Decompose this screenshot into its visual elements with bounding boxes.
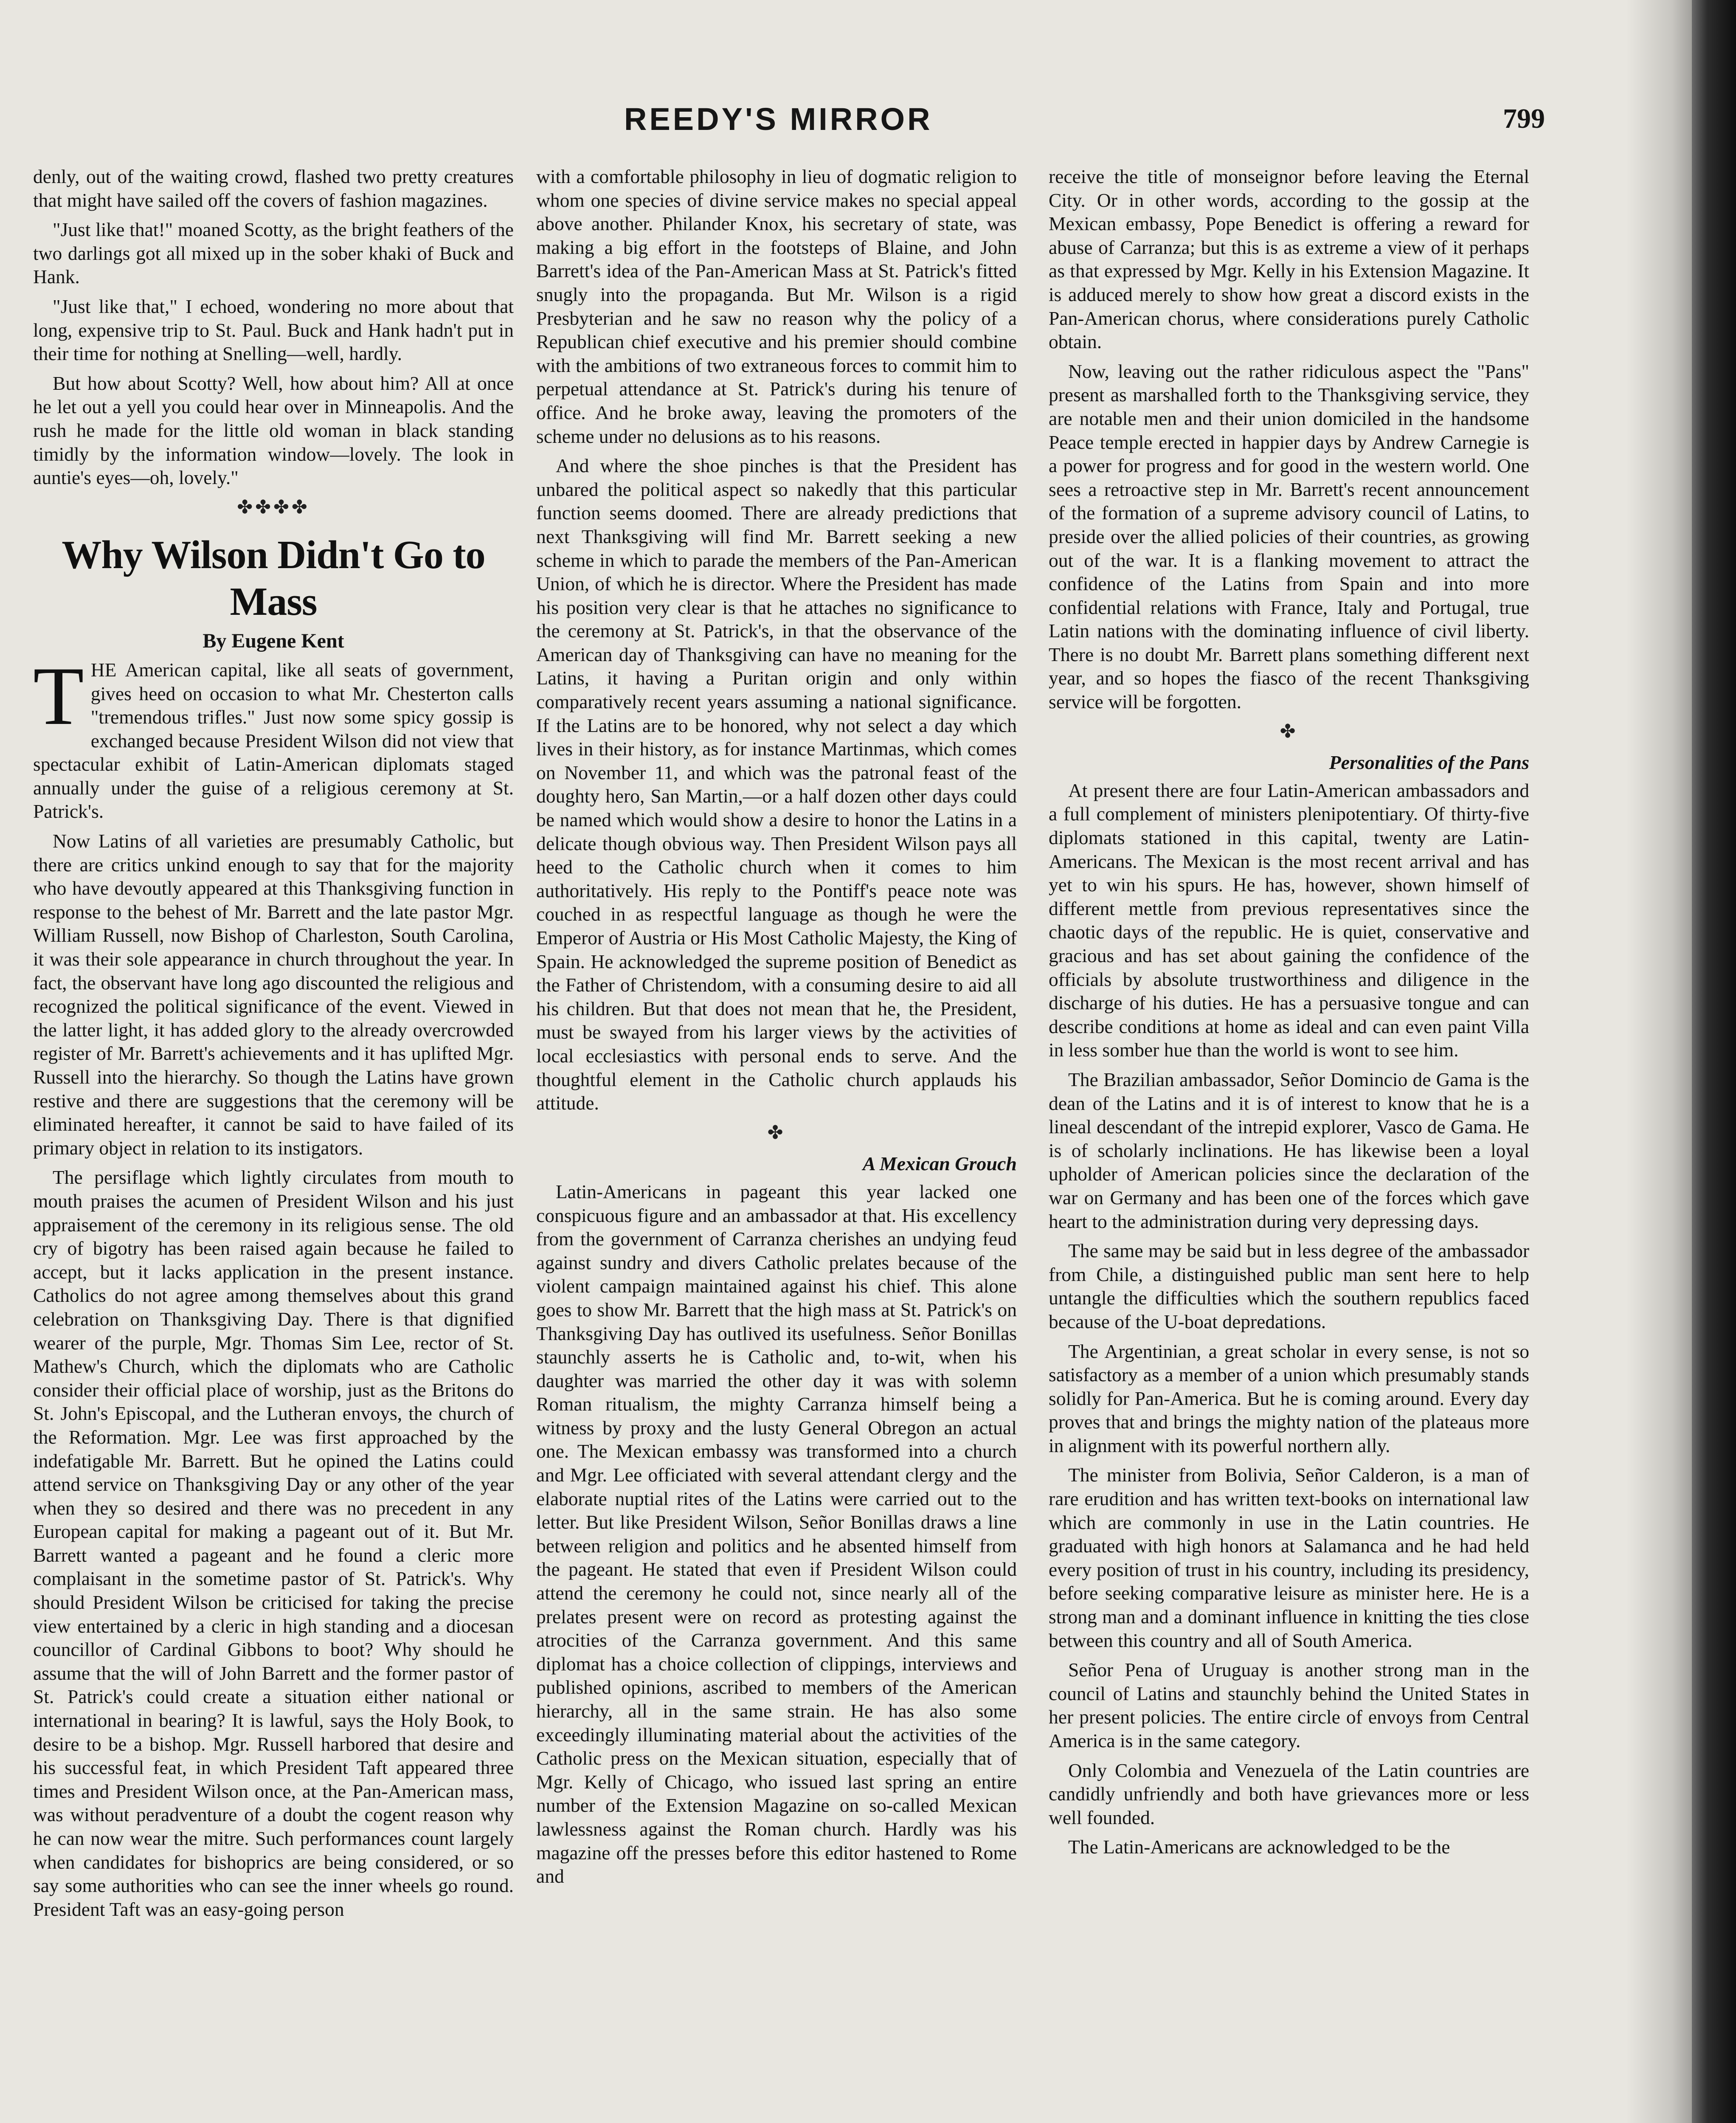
- paragraph: Latin-Americans in pageant this year lacked one conspicuous figure and an ambassador at that. His excellency from the government of Carranza cherishes an undying feud against sundry and divers Catholic prelates because of the violent campaign maintained against his chief. This alone goes to show Mr. Barrett that the high mass at St. Patrick's on Thanksgiving Day has outlived its usefulness. Señor Bonillas staunchly asserts he is Catholic and, to-wit, when his daughter was married the other day it was with solemn Roman ritualism, the mighty Carranza himself being a witness by proxy and the lusty General Obregon an actual one. The Mexican embassy was transformed into a church and Mgr. Lee officiated with several attendant clergy and the elaborate nuptial rites of the Latins were carried out to the letter. But like President Wilson, Señor Bonillas draws a line between religion and politics and he absented himself from the pageant. He stated that even if President Wilson could attend the ceremony he could not, since nearly all of the prelates present were on record as protesting against the atrocities of the Carranza government. And this same diplomat has a choice collection of clippings, interviews and published opinions, ascribed to members of the American hierarchy, all in the same strain. He has also some exceedingly illuminating material about the activities of the Catholic press on the Mexican situation, especially that of Mgr. Kelly of Chicago, who issued last spring an entire number of the Extension Magazine on so-called Mexican lawlessness against the Roman church. Hardly was his magazine off the presses before this editor hastened to Rome and: [536, 1180, 1017, 1887]
- paragraph: Now, leaving out the rather ridiculous aspect the "Pans" present as marshalled forth to the Thanksgiving service, they are notable men and their union domiciled in the handsome Peace temple erected in happier days by Andrew Carnegie is a power for progress and for good in the western world. One sees a retroactive step in Mr. Barrett's recent announcement of the formation of a supreme advisory council of Latins, to preside over the allied policies of their countries, as growing out of the war. It is a flanking movement to attract the confidence of the Latins from Spain and into more confidential relations with France, Italy and Portugal, true Latin nations with the dominating influence of civil liberty. There is no doubt Mr. Barrett plans something different next year, and so hopes the fiasco of the recent Thanksgiving service will be forgotten.: [1049, 360, 1529, 713]
- paragraph: At present there are four Latin-American ambassadors and a full complement of ministers plenipotentiary. Of thirty-five diplomats stationed in this capital, twenty are Latin-Americans. The Mexican is the most recent arrival and has yet to win his spurs. He has, however, shown himself of different mettle from previous representatives since the chaotic days of the republic. He is quiet, conservative and gracious and has set about gaining the confidence of the officials by absolute trustworthiness and diligence in the discharge of his duties. He has a persuasive tongue and can describe conditions at home as ideal and can even paint Villa in less somber hue than the world is wont to see him.: [1049, 779, 1529, 1061]
- paragraph: The minister from Bolivia, Señor Calderon, is a man of rare erudition and has written text-books on international law which are commonly in use in the Latin countries. He graduated with high honors at Salamanca and he had held every position of trust in his country, including its presidency, before seeking comparative leisure as minister here. He is a strong man and a dominant influence in knitting the ties close between this country and all of South America.: [1049, 1464, 1529, 1651]
- magazine-title: REEDY'S MIRROR: [624, 101, 933, 137]
- paragraph: receive the title of monseignor before leaving the Eternal City. Or in other words, according to the gossip at the Mexican embassy, Pope Benedict is offering a reward for abuse of Carranza; but this is as extreme a view of it perhaps as that expressed by Mgr. Kelly in his Extension Magazine. It is adduced merely to show how great a discord exists in the Pan-American chorus, where considerations purely Catholic obtain.: [1049, 166, 1529, 353]
- paragraph: Only Colombia and Venezuela of the Latin countries are candidly unfriendly and both have grievances more or less well founded.: [1049, 1759, 1529, 1828]
- first-paragraph: [33, 650, 514, 823]
- paragraph: The Latin-Americans are acknowledged to be the: [1068, 1836, 1450, 1858]
- column-3: [1049, 165, 1529, 1865]
- section-separator: ✤: [1280, 721, 1298, 742]
- paragraph: "Just like that," I echoed, wondering no more about that long, expensive trip to St. Paul. Buck and Hank hadn't put in their time for nothing at Snelling—well, hardly.: [33, 295, 514, 365]
- first-paragraph-text: HE American capital, like all seats of government, gives heed on occasion to what Mr. Chesterton calls "tremendous trifles." Just now some spicy gossip is exchanged because President Wilson did not view that spectacular exhibit of Latin-American diplomats staged annually under the guise of a religious ceremony at St. Patrick's.: [33, 659, 514, 822]
- column-2: [536, 165, 1017, 1894]
- column-1: [33, 165, 514, 1927]
- paragraph: Now Latins of all varieties are presumably Catholic, but there are critics unkind enough to say that for the majority who have devoutly appeared at this Thanksgiving function in response to the behest of Mr. Barrett and the late pastor Mgr. William Russell, now Bishop of Charleston, South Carolina, it was their sole appearance in church throughout the year. In fact, the observant have long ago discounted the religious and recognized the political significance of the event. Viewed in the latter light, it has added glory to the already overcrowded register of Mr. Barrett's achievements and it has uplifted Mgr. Russell into the hierarchy. So though the Latins have grown restive and there are suggestions that the ceremony will be eliminated hereafter, it cannot be said to have failed of its primary object in relation to its instigators.: [33, 830, 514, 1159]
- paragraph: But how about Scotty? Well, how about him? All at once he let out a yell you could hear over in Minneapolis. And the rush he made for the little old woman in black standing timidly by the information window—lovely. The look in auntie's eyes—oh, lovely.": [33, 372, 514, 489]
- page-curve-shadow: [1626, 0, 1692, 2123]
- paragraph: The persiflage which lightly circulates from mouth to mouth praises the acumen of President Wilson and his just appraisement of the ceremony in its religious sense. The old cry of bigotry has been raised again because he failed to accept, but it lacks application in the present instance. Catholics do not agree among themselves about this grand celebration on Thanksgiving Day. There is that dignified wearer of the purple, Mgr. Thomas Sim Lee, rector of St. Mathew's Church, which the diplomats who are Catholic consider their official place of worship, just as the Britons do St. John's Episcopal, and the Lutheran envoys, the church of the Reformation. Mgr. Lee was first approached by the indefatigable Mr. Barrett. But he opined the Latins could attend service on Thanksgiving Day or any other of the year when they so desired and there was no precedent in any European capital for making a pageant out of it. But Mr. Barrett wanted a pageant and he found a cleric more complaisant in the sometime pastor of St. Patrick's. Why should President Wilson be criticised for taking the precise view entertained by a cleric in high standing and a diocesan councillor of Cardinal Gibbons to boot? Why should he assume that the will of John Barrett and the former pastor of St. Patrick's could create a situation either national or international in bearing? It is lawful, says the Holy Book, to desire to be a bishop. Mgr. Russell harbored that desire and his successful feat, in which President Taft appeared three times and President Wilson once, at the Pan-American mass, was without peradventure of a doubt the cogent reason why he can now wear the mitre. Such performances count largely when candidates for bishoprics are being considered, or so say some authorities who can see the inner wheels go round. President Taft was an easy-going person: [33, 1166, 514, 1920]
- paragraph: "Just like that!" moaned Scotty, as the bright feathers of the two darlings got all mixed up in the sober khaki of Buck and Hank.: [33, 219, 514, 288]
- section-separator: ✤✤✤✤: [237, 496, 310, 518]
- page-number: 799: [1503, 103, 1545, 134]
- subhead-personalities: Personalities of the Pans: [1329, 752, 1529, 774]
- article-title: Why Wilson Didn't Go to Mass: [62, 533, 485, 624]
- paragraph: And where the shoe pinches is that the President has unbared the political aspect so nakedly that this particular function seems doomed. There are already predictions that next Thanksgiving will find Mr. Barrett seeking a new scheme in which to parade the members of the Pan-American Union, of which he is director. Where the President has made his position very clear is that he attaches no significance to the ceremony at St. Patrick's, in that the observance of the American day of Thanksgiving can have no meaning for the Latins, it having a Puritan origin and only within comparatively recent years assuming a national significance. If the Latins are to be honored, why not select a day which lives in their history, as for instance Martinmas, which comes on November 11, and which was the patronal feast of the doughty hero, San Martin,—or a half dozen other days could be named which would show a desire to honor the Latins in a delicate though obvious way. Then President Wilson pays all heed to the Catholic church when it comes to him authoritatively. His reply to the Pontiff's peace note was couched in as respectful language as though he were the Emperor of Austria or His Most Catholic Majesty, the King of Spain. He acknowledged the supreme position of Benedict as the Father of Christendom, with a consuming desire to aid all his children. But that does not mean that he, the President, must be swayed from his larger views by the activities of local ecclesiastics with personal ends to serve. And the thoughtful element in the Catholic church applauds his attitude.: [536, 455, 1017, 1114]
- paragraph: The Argentinian, a great scholar in every sense, is not so satisfactory as a member of a union which presumably stands solidly for Pan-America. But he is coming around. Every day proves that and brings the mighty nation of the plateaus more in alignment with its powerful northern ally.: [1049, 1340, 1529, 1456]
- byline: By Eugene Kent: [203, 630, 344, 653]
- paragraph: The same may be said but in less degree of the ambassador from Chile, a distinguished public man sent here to help untangle the difficulties which the southern republics faced because of the U-boat depredations.: [1049, 1240, 1529, 1332]
- book-binding-edge: [1692, 0, 1736, 2123]
- section-separator: ✤: [767, 1122, 786, 1143]
- paragraph: The Brazilian ambassador, Señor Domincio de Gama is the dean of the Latins and it is of interest to know that he is a lineal descendant of the intrepid explorer, Vasco de Gama. He is of scholarly inclinations. He has likewise been a loyal upholder of American policies since the declaration of the war on Germany and has been one of the forces which gave heart to the administration during very depressing days.: [1049, 1068, 1529, 1232]
- paragraph: with a comfortable philosophy in lieu of dogmatic religion to whom one species of divine service makes no special appeal above another. Philander Knox, his secretary of state, was making a big effort in the footsteps of Blaine, and John Barrett's idea of the Pan-American Mass at St. Patrick's fitted snugly into the propaganda. But Mr. Wilson is a rigid Presbyterian and he saw no reason why the policy of a Republican chief executive and his premier should combine with the ambitions of two extraneous forces to commit him to perpetual attendance at St. Patrick's during his tenure of office. And he broke away, leaving the promoters of the scheme under no delusions as to his reasons.: [536, 166, 1017, 447]
- running-head: [0, 101, 1692, 139]
- drop-cap: T: [33, 650, 84, 742]
- paragraph: denly, out of the waiting crowd, flashed two pretty creatures that might have sailed off the covers of fashion magazines.: [33, 166, 514, 211]
- subhead-mexican-grouch: A Mexican Grouch: [863, 1153, 1017, 1175]
- paragraph: Señor Pena of Uruguay is another strong man in the council of Latins and staunchly behind the United States in her present policies. The entire circle of envoys from Central America is in the same category.: [1049, 1659, 1529, 1751]
